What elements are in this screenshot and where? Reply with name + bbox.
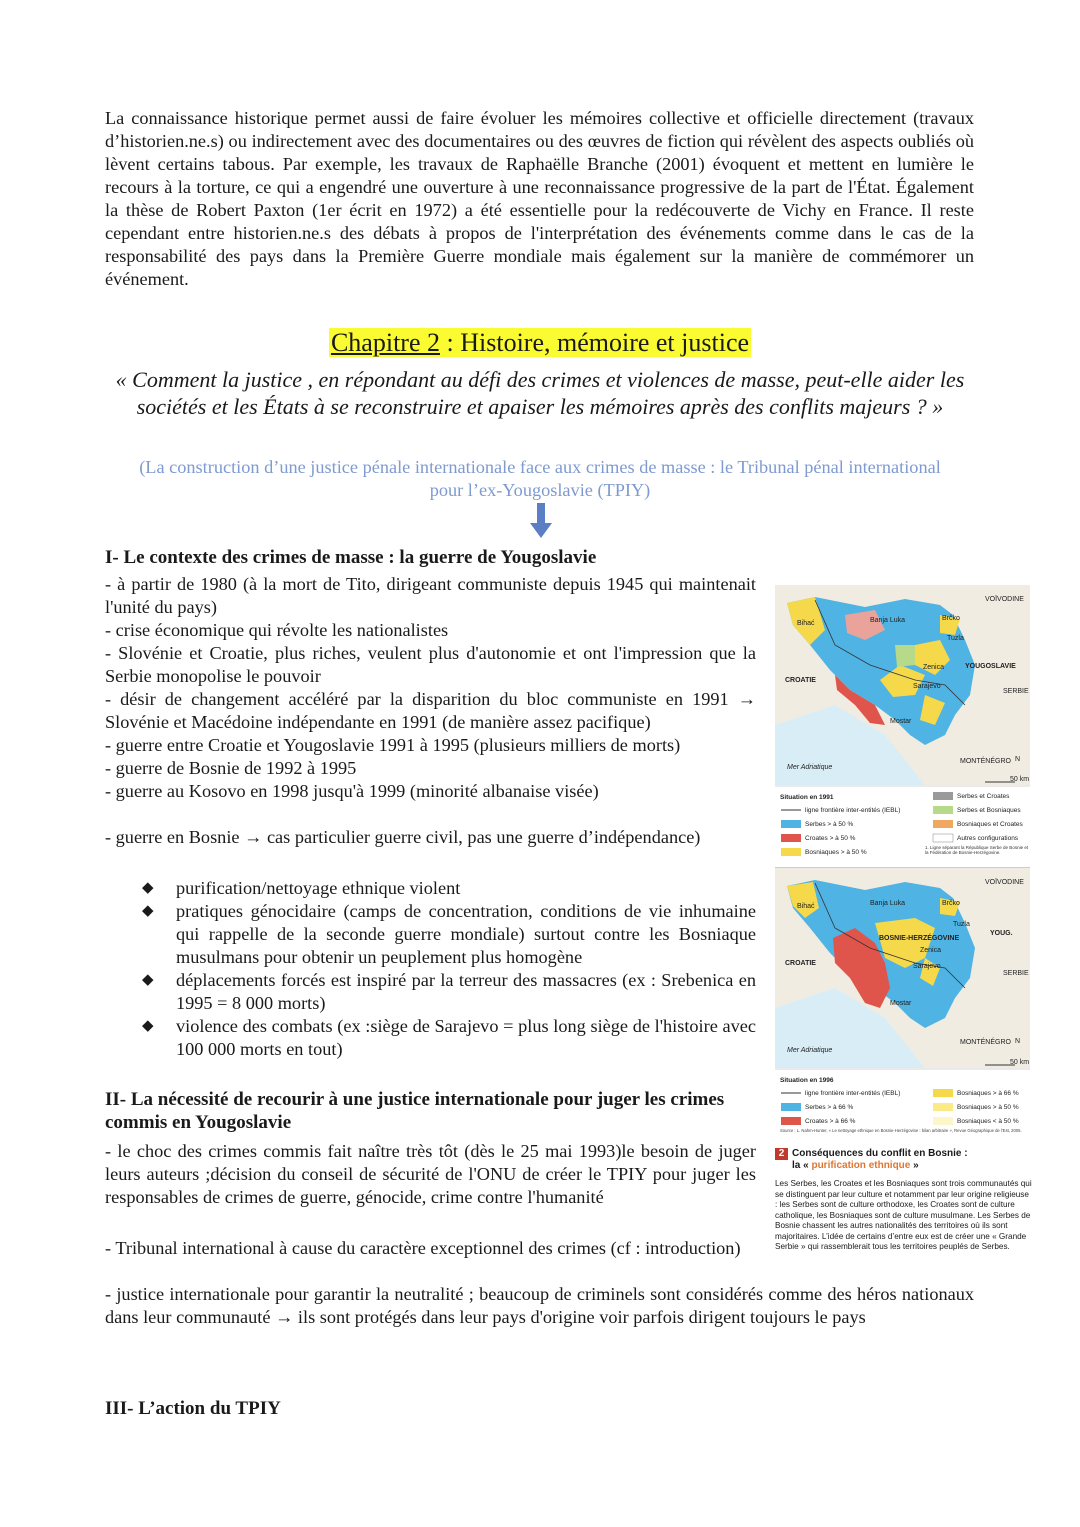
svg-text:N: N <box>1015 756 1021 763</box>
svg-text:Serbes > à 50 %: Serbes > à 50 % <box>805 821 854 828</box>
svg-text:VOÏVODINE: VOÏVODINE <box>985 596 1024 603</box>
intro-paragraph: La connaissance historique permet aussi de faire évoluer les mémoires collective et officielle directement (travaux d’historien.ne.s) ou indirectement avec des documentaires ou des œuvres de fiction qui révèlent des aspects oubliés où lèvent certains tabous. Par exemple, les travaux de Raphaëlle Branche (2001) évoquent et mettent en lumière le recours à la torture, ce qui a engendré une ouverture à une reconnaissance progressive de la part de l'État. Également la thèse de Robert Paxton (1er écrit en 1972) a été essentielle pour la redécouverte de Vichy en France. Il reste cependant entre historien.ne.s des débats à propos de l'interprétation des événements comme dans le cas de la responsabilité des pays dans la Première Guerre mondiale mais également sur la manière de commémorer un événement. <box>105 108 974 289</box>
svg-text:Serbes > à 66 %: Serbes > à 66 % <box>805 1104 854 1111</box>
svg-text:Mer Adriatique: Mer Adriatique <box>787 1047 833 1054</box>
svg-text:Serbes et Croates: Serbes et Croates <box>957 793 1010 800</box>
diamond-bullet-icon: ◆ <box>142 972 154 988</box>
svg-text:CROATIE: CROATIE <box>785 677 816 684</box>
figure-number-badge: 2 <box>775 1148 788 1160</box>
svg-text:Bosniaques < à 50 %: Bosniaques < à 50 % <box>957 1118 1019 1125</box>
svg-text:Bihać: Bihać <box>797 620 815 627</box>
svg-text:ligne frontière inter-entités: ligne frontière inter-entités (IEBL) <box>805 807 901 814</box>
svg-text:Croates > à 66 %: Croates > à 66 % <box>805 1118 856 1125</box>
section-1-list <box>105 573 756 803</box>
svg-text:Bosniaques > à 50 %: Bosniaques > à 50 % <box>805 849 867 856</box>
bullet-list <box>140 877 756 1061</box>
chapter-title: : Histoire, mémoire et justice <box>440 328 750 357</box>
bullet-item: ◆ déplacements forcés est inspiré par la terreur des massacres (ex : Srebenica en 1995 = 8 000 morts) <box>142 970 756 1013</box>
section-2-paragraph: - Tribunal international à cause du caractère exceptionnel des crimes (cf : introduction) <box>105 1238 741 1258</box>
section-2-paragraph: - justice internationale pour garantir la neutralité ; beaucoup de criminels sont considérés comme des héros nationaux dans leur communauté → ils sont protégés dans leur pays d'origine voir parfois dirigent toujours le pays <box>105 1284 974 1327</box>
svg-text:Sarajevo: Sarajevo <box>913 683 941 690</box>
svg-text:Croates > à 50 %: Croates > à 50 % <box>805 835 856 842</box>
svg-text:Mostar: Mostar <box>890 718 912 725</box>
svg-text:MONTÉNÉGRO: MONTÉNÉGRO <box>960 758 1011 765</box>
map-1991: Bihać Banja Luka Brčko Tuzla Zenica Sarajevo Mostar CROATIE VOÏVODINE YOUGOSLAVIE SERBIE MONTÉNÉGRO Mer Adriatique 50 km N Situation en 1991 ligne frontière inter-entités (IEBL) Serbes > à 50 % Croates > à 50 % Bosniaques > à 50 % Serbes et Croates Serbes et Bosniaques Bosniaques et Croates Autres configurations 1. Ligne séparant la République Serbe de Bosnie et la Fédération de Bosnie-Herzégovine. <box>775 585 1030 867</box>
list-item: - à partir de 1980 (à la mort de Tito, dirigeant communiste depuis 1945 qui maintenait l'unité du pays) <box>105 574 756 617</box>
svg-text:Tuzla: Tuzla <box>947 635 964 642</box>
list-item: - crise économique qui révolte les nationalistes <box>105 620 449 640</box>
list-item: - guerre de Bosnie de 1992 à 1995 <box>105 758 357 778</box>
svg-text:BOSNIE-HERZÉGOVINE: BOSNIE-HERZÉGOVINE <box>879 935 960 942</box>
svg-text:Bosniaques et Croates: Bosniaques et Croates <box>957 821 1023 828</box>
list-item: - guerre au Kosovo en 1998 jusqu'à 1999 (minorité albanaise visée) <box>105 781 599 801</box>
svg-text:Mer Adriatique: Mer Adriatique <box>787 764 833 771</box>
svg-text:MONTÉNÉGRO: MONTÉNÉGRO <box>960 1039 1011 1046</box>
section-1-title: I- Le contexte des crimes de masse : la guerre de Yougoslavie <box>105 547 597 568</box>
svg-text:Situation en 1996: Situation en 1996 <box>780 1077 834 1084</box>
diamond-bullet-icon: ◆ <box>142 880 154 896</box>
list-item: - guerre entre Croatie et Yougoslavie 1991 à 1995 (plusieurs milliers de morts) <box>105 735 681 755</box>
svg-text:Brčko: Brčko <box>942 615 960 622</box>
caption-text: Les Serbes, les Croates et les Bosniaques sont trois communautés qui se distinguent par leur culture et notamment par leur origine religieuse : les Serbes sont de culture orthodoxe, les Croates sont de culture catholique, les Bosniaques sont de culture musulmane. Les Serbes de Bosnie chassent les autres nationalités des territoires où ils sont majoritaires. L’idée de certains d’entre eux est de créer une « Grande Serbie » qui rassemblerait tous les territoires peuplés de Serbes. <box>775 1179 1032 1251</box>
chapter-label: Chapitre 2 <box>330 328 440 357</box>
bosnie-war-line: - guerre en Bosnie → cas particulier guerre civil, pas une guerre d’indépendance) <box>105 827 701 847</box>
chapter-heading <box>0 327 1080 359</box>
section-2-paragraph: - le choc des crimes commis fait naître très tôt (dès le 25 mai 1993)le besoin de juger leurs auteurs ;décision du conseil de sécurité de l'ONU de créer le TPIY pour juger les responsables de crimes de guerre, génocide, crime contre l'humanité <box>105 1141 756 1207</box>
list-item: - désir de changement accéléré par la disparition du bloc communiste en 1991 → Slovénie et Macédoine indépendante en 1991 (de manière assez pacifique) <box>105 689 756 732</box>
svg-text:Bihać: Bihać <box>797 903 815 910</box>
svg-text:Tuzla: Tuzla <box>953 921 970 928</box>
svg-text:ligne frontière inter-entités: ligne frontière inter-entités (IEBL) <box>805 1090 901 1097</box>
svg-text:Bosniaques > à 66 %: Bosniaques > à 66 % <box>957 1090 1019 1097</box>
svg-text:YOUGOSLAVIE: YOUGOSLAVIE <box>965 663 1016 670</box>
svg-text:YOUG.: YOUG. <box>990 930 1013 937</box>
svg-text:Sarajevo: Sarajevo <box>913 963 941 970</box>
diamond-bullet-icon: ◆ <box>142 903 154 919</box>
svg-text:Mostar: Mostar <box>890 1000 912 1007</box>
svg-text:Zenica: Zenica <box>923 664 945 671</box>
diamond-bullet-icon: ◆ <box>142 1018 154 1034</box>
svg-text:Banja Luka: Banja Luka <box>870 900 906 907</box>
svg-text:50 km: 50 km <box>1010 1059 1030 1066</box>
svg-text:Zenica: Zenica <box>920 947 942 954</box>
map-caption <box>775 1148 1033 1253</box>
list-item: - Slovénie et Croatie, plus riches, veulent plus d'autonomie et ont l'impression que la Serbie monopolise le pouvoir <box>105 643 756 686</box>
svg-text:SERBIE: SERBIE <box>1003 970 1029 977</box>
svg-text:VOÏVODINE: VOÏVODINE <box>985 879 1024 886</box>
chapter-question: « Comment la justice , en répondant au défi des crimes et violences de masse, peut-elle aider les sociétés et les États à se reconstruire et apaiser les mémoires après des conflits majeurs ? » <box>115 367 965 419</box>
bullet-item: ◆ purification/nettoyage ethnique violent <box>142 878 461 898</box>
map-1996: Bihać Banja Luka Brčko Tuzla BOSNIE-HERZÉGOVINE Zenica Sarajevo Mostar CROATIE VOÏVODINE YOUG. SERBIE MONTÉNÉGRO Mer Adriatique 50 km N Situation en 1996 ligne frontière inter-entités (IEBL) Serbes > à 66 % Croates > à 66 % Bosniaques > à 66 % Bosniaques > à 50 % Bosniaques < à 50 % Source : L. Nahm-Hunter, « Le nettoyage ethnique en Bosnie-Herzégovine : bilan arbitraire », Revue Géographique de l’Est, 2005. <box>775 867 1030 1141</box>
section-2-title: II- La nécessité de recourir à une justice internationale pour juger les crimes commis en Yougoslavie <box>105 1089 725 1133</box>
chapter-subnote: (La construction d’une justice pénale internationale face aux crimes de masse : le Tribunal pénal international pour l’ex-Yougoslavie (TPIY) <box>139 457 941 500</box>
bullet-item: ◆ violence des combats (ex :siège de Sarajevo = plus long siège de l'histoire avec 100 000 morts en tout) <box>142 1016 756 1059</box>
svg-text:Serbes et Bosniaques: Serbes et Bosniaques <box>957 807 1021 814</box>
down-arrow-icon <box>530 503 552 539</box>
svg-text:CROATIE: CROATIE <box>785 960 816 967</box>
caption-title: 2 Conséquences du conflit en Bosnie : la « purification ethnique » <box>775 1148 1033 1172</box>
svg-text:N: N <box>1015 1038 1021 1045</box>
svg-text:SERBIE: SERBIE <box>1003 688 1029 695</box>
svg-text:Situation en 1991: Situation en 1991 <box>780 794 834 801</box>
svg-text:50 km: 50 km <box>1010 776 1030 783</box>
bullet-item: ◆ pratiques génocidaire (camps de concentration, conditions de vie inhumaine qui rappelle de la seconde guerre mondiale) surtout contre les Bosniaque musulmans pour obtenir un peuplement plus homogène <box>142 901 756 967</box>
svg-text:Autres configurations: Autres configurations <box>957 835 1019 842</box>
svg-text:Banja Luka: Banja Luka <box>870 617 906 624</box>
section-3-title: III- L’action du TPIY <box>105 1398 281 1419</box>
svg-text:Brčko: Brčko <box>942 900 960 907</box>
svg-text:Bosniaques > à 50 %: Bosniaques > à 50 % <box>957 1104 1019 1111</box>
